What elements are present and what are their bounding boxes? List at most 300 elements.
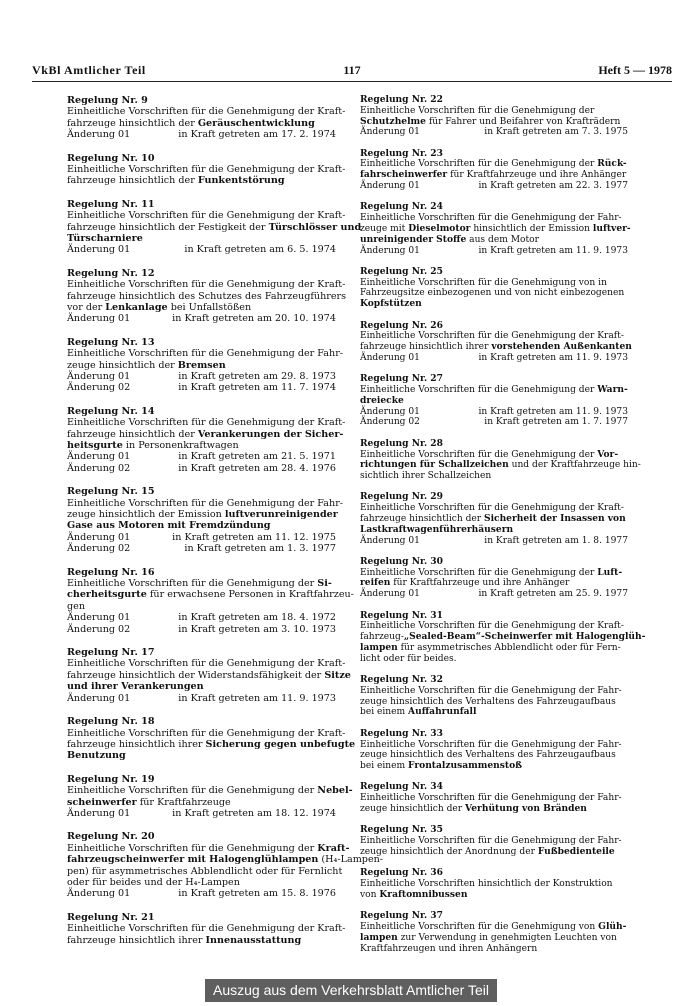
emphasized-term: lampen <box>360 931 398 943</box>
text-segment: für Kraftfahrzeuge <box>136 796 231 808</box>
description-line <box>67 279 346 291</box>
text-segment: fahrzeug- <box>360 632 404 643</box>
regulation-entry <box>67 716 356 762</box>
text-segment: Einheitliche Vorschriften für die Genehmigung der <box>67 578 318 590</box>
description-line <box>360 631 646 643</box>
emphasized-term: Schutzhelme <box>360 115 426 127</box>
regulation-description <box>67 348 344 371</box>
regulation-description <box>67 164 346 187</box>
emphasized-term: Innenausstattung <box>205 934 302 946</box>
description-line <box>67 797 336 808</box>
text-segment: Einheitliche Vorschriften für die Genehmigung der <box>360 105 595 116</box>
description-line <box>67 106 346 118</box>
regulation-entry <box>360 201 631 256</box>
text-segment: Einheitliche Vorschriften für die Genehmigung der Kraft- <box>67 279 346 291</box>
text-segment: Einheitliche Vorschriften für die Genehmigung der <box>67 842 318 854</box>
description-line <box>67 210 346 222</box>
amendment-label: Änderung 01 <box>67 692 131 704</box>
text-segment: Einheitliche Vorschriften für die Genehmigung der Kraft- <box>67 658 346 670</box>
regulation-title: Regelung Nr. 33 <box>360 727 443 739</box>
amendment-row <box>67 371 336 382</box>
amendment-row <box>67 244 336 255</box>
text-segment: pen) für asymmetrisches Abblendlicht oder für Fernlicht <box>67 865 343 877</box>
regulation-title: Regelung Nr. 23 <box>360 147 443 159</box>
amendment-row <box>67 463 336 474</box>
emphasized-term: Bremsen <box>177 359 226 371</box>
amendment-date: in Kraft getreten am 25. 9. 1977 <box>478 589 628 600</box>
description-line <box>360 278 628 289</box>
emphasized-term: und ihrer Verankerungen <box>67 681 204 693</box>
amendment-label: Änderung 01 <box>67 807 131 819</box>
text-segment: Einheitliche Vorschriften für die Genehmigung der Fahr- <box>360 213 622 224</box>
regulation-entry <box>67 198 362 256</box>
text-segment: oder für beides und der H₄-Lampen <box>67 876 240 888</box>
emphasized-term: Auffahrunfall <box>408 706 477 718</box>
text-segment: Einheitliche Vorschriften für die Genehmigung von in <box>360 277 607 288</box>
text-segment: zeuge mit <box>360 223 409 234</box>
page-number: 117 <box>343 63 361 77</box>
emphasized-term: luftverunreinigender <box>224 509 338 521</box>
text-segment: Einheitliche Vorschriften für die Genehmigung der Kraft- <box>67 727 346 739</box>
regulation-title: Regelung Nr. 13 <box>67 336 155 348</box>
description-line <box>360 643 628 654</box>
text-segment: Einheitliche Vorschriften für die Genehmigung der Kraft- <box>67 106 346 118</box>
description-line <box>360 235 628 246</box>
emphasized-term: Verankerungen der Sicher- <box>197 428 344 440</box>
description-line <box>67 417 346 429</box>
description-line <box>360 578 628 589</box>
amendment-date: in Kraft getreten am 7. 3. 1975 <box>484 127 628 138</box>
regulation-description <box>67 785 353 808</box>
emphasized-term: fahrzeugscheinwerfer mit Halogenglühlampen <box>67 854 319 866</box>
description-line <box>67 302 336 313</box>
text-segment: zeuge hinsichtlich der <box>67 359 178 371</box>
regulation-entry <box>67 486 344 555</box>
regulation-description <box>67 210 362 245</box>
text-segment: aus dem Motor <box>466 234 539 245</box>
text-segment: fahrzeuge hinsichtlich der <box>67 428 198 440</box>
regulation-title: Regelung Nr. 36 <box>360 867 443 879</box>
description-line <box>67 785 353 797</box>
header-divider <box>32 81 672 82</box>
regulation-entry <box>67 95 346 141</box>
amendment-row <box>67 693 336 704</box>
description-line <box>67 428 344 440</box>
description-line <box>67 360 336 371</box>
regulation-description <box>360 922 628 954</box>
regulation-description <box>360 159 628 181</box>
regulation-entry <box>360 911 628 954</box>
regulation-title: Regelung Nr. 26 <box>360 319 443 331</box>
amendment-row <box>360 589 628 600</box>
text-segment: bei Unfallstößen <box>167 302 252 314</box>
regulation-title: Regelung Nr. 15 <box>67 486 155 498</box>
regulation-title: Regelung Nr. 20 <box>67 831 155 843</box>
description-line <box>67 175 336 186</box>
text-segment: Einheitliche Vorschriften für die Genehmigung der Fahr- <box>360 836 622 847</box>
text-segment: fahrzeuge hinsichtlich ihrer <box>360 342 492 353</box>
emphasized-term: Gase aus Motoren mit Fremdzündung <box>67 520 271 532</box>
text-segment: vor der <box>67 302 106 314</box>
text-segment: sichtlich ihrer Schallzeichen <box>360 471 492 482</box>
text-segment: Einheitliche Vorschriften für die Genehmigung der Kraft- <box>360 331 624 342</box>
regulation-entry <box>360 675 628 718</box>
amendment-label: Änderung 01 <box>67 531 131 543</box>
regulation-title: Regelung Nr. 18 <box>67 716 155 728</box>
issue-label: Heft 5 — 1978 <box>598 63 672 77</box>
amendment-label: Änderung 01 <box>360 181 420 192</box>
text-segment: fahrzeuge hinsichtlich der Widerstandsfähigkeit der <box>67 669 325 681</box>
regulation-description <box>67 923 346 946</box>
text-segment: Einheitliche Vorschriften für die Genehmigung von <box>360 921 599 932</box>
text-segment: bei einem <box>360 761 409 772</box>
description-line <box>360 213 628 224</box>
text-segment: zeuge hinsichtlich des Verhaltens des Fahrzeugaufbaus <box>360 696 616 707</box>
text-segment: Einheitliche Vorschriften für die Genehmigung der Kraft- <box>67 417 346 429</box>
regulation-description <box>360 879 628 901</box>
regulation-entry <box>67 911 346 946</box>
text-segment: zeuge hinsichtlich des Verhaltens des Fahrzeugaufbaus <box>360 750 616 761</box>
amendment-row <box>360 417 628 428</box>
text-segment: Einheitliche Vorschriften für die Genehmigung der Kraft- <box>360 621 624 632</box>
description-line <box>67 681 336 692</box>
amendment-row <box>67 382 336 393</box>
description-line <box>360 170 628 181</box>
text-segment: licht oder für beides. <box>360 653 457 664</box>
regulation-title: Regelung Nr. 34 <box>360 781 443 793</box>
text-segment: gen <box>67 600 85 612</box>
text-segment: Einheitliche Vorschriften für die Genehmigung der Kraft- <box>67 210 346 222</box>
text-segment: für asymmetrisches Abblendlicht oder für Fern- <box>397 642 621 653</box>
amendment-label: Änderung 01 <box>360 245 420 256</box>
emphasized-term: Sicherheit der Insassen von <box>484 513 626 524</box>
emphasized-term: Si- <box>317 578 332 590</box>
regulation-description <box>360 503 628 535</box>
description-line <box>67 738 356 750</box>
text-segment: fahrzeuge hinsichtlich der Festigkeit der <box>67 221 269 233</box>
description-line <box>67 669 351 681</box>
description-line <box>67 935 336 946</box>
text-segment: Einheitliche Vorschriften für die Genehmigung der Kraft- <box>360 503 624 514</box>
amendment-date: in Kraft getreten am 22. 3. 1977 <box>478 181 628 192</box>
description-line <box>360 933 628 944</box>
emphasized-term: Kopfstützen <box>360 298 422 310</box>
emphasized-term: Benutzung <box>67 750 126 762</box>
regulation-title: Regelung Nr. 30 <box>360 555 443 567</box>
emphasized-term: vorstehenden Außenkanten <box>491 341 632 353</box>
description-line <box>360 686 628 697</box>
amendment-date: in Kraft getreten am 15. 8. 1976 <box>178 888 336 900</box>
description-line <box>360 525 628 536</box>
description-line <box>67 589 354 601</box>
regulation-entry <box>360 437 641 482</box>
text-segment: zeuge hinsichtlich der Anordnung der <box>360 846 538 857</box>
amendment-label: Änderung 01 <box>360 406 420 417</box>
amendment-label: Änderung 02 <box>67 462 131 474</box>
text-segment: Einheitliche Vorschriften für die Genehmigung der Fahr- <box>67 348 344 360</box>
text-segment: Einheitliche Vorschriften für die Genehmigung der <box>360 567 598 578</box>
regulation-description <box>360 448 641 482</box>
description-line <box>67 578 336 589</box>
text-segment: Einheitliche Vorschriften für die Genehmigung der Fahr- <box>360 793 622 804</box>
regulation-description <box>67 417 346 452</box>
amendment-row <box>67 129 336 140</box>
text-segment: Fahrzeugsitze einbezogenen und von nicht einbezogenen <box>360 288 625 299</box>
amendment-date: in Kraft getreten am 18. 12. 1974 <box>172 807 336 819</box>
text-segment: Einheitliche Vorschriften für die Genehmigung der Kraft- <box>67 923 346 935</box>
amendment-label: Änderung 01 <box>67 888 131 900</box>
regulation-title: Regelung Nr. 10 <box>67 152 155 164</box>
text-segment: Einheitliche Vorschriften für die Genehmigung der <box>360 449 598 460</box>
description-line <box>360 944 628 955</box>
amendment-row <box>67 313 336 324</box>
amendment-row <box>67 888 336 899</box>
description-line <box>360 922 628 933</box>
description-line <box>360 396 628 407</box>
description-line <box>67 750 336 761</box>
emphasized-term: Lastkraftwagenführerhäusern <box>360 523 514 535</box>
emphasized-term: Fußbedienteile <box>537 845 615 857</box>
amendment-row <box>360 407 628 418</box>
emphasized-term: Rück- <box>597 158 627 170</box>
regulation-title: Regelung Nr. 37 <box>360 910 443 922</box>
emphasized-term: Sitze <box>324 669 351 681</box>
text-segment: Einheitliche Vorschriften für die Genehmigung der Fahr- <box>360 685 622 696</box>
amendment-label: Änderung 01 <box>67 313 131 325</box>
regulation-entry <box>360 729 628 772</box>
regulation-entry <box>360 319 632 364</box>
emphasized-term: Luft- <box>597 566 623 578</box>
regulation-entry <box>360 95 628 138</box>
emphasized-term: Dieselmotor <box>408 222 471 234</box>
emphasized-term: cherheitsgurte <box>67 589 147 601</box>
text-segment: fahrzeuge hinsichtlich der <box>67 175 198 187</box>
amendment-date: in Kraft getreten am 11. 7. 1974 <box>178 382 336 394</box>
regulation-description <box>67 279 347 314</box>
emphasized-term: Geräuschentwicklung <box>197 117 315 129</box>
regulation-description <box>67 842 384 889</box>
emphasized-term: Verhütung von Bränden <box>465 803 587 815</box>
text-segment: zeuge hinsichtlich der <box>360 804 466 815</box>
regulation-description <box>360 686 628 718</box>
amendment-date: in Kraft getreten am 11. 9. 1973 <box>478 406 628 417</box>
regulation-title: Regelung Nr. 19 <box>67 773 155 785</box>
regulation-title: Regelung Nr. 25 <box>360 265 443 277</box>
description-line <box>67 842 350 854</box>
emphasized-term: Frontalzusammenstoß <box>408 760 523 772</box>
description-line <box>360 707 628 718</box>
emphasized-term: Kraft- <box>317 842 350 854</box>
text-segment: hinsichtlich der Emission <box>470 223 593 234</box>
description-line <box>67 440 336 451</box>
description-line <box>360 568 628 579</box>
text-segment: in Personenkraftwagen <box>122 440 239 452</box>
emphasized-term: Sicherung gegen unbefugte <box>205 738 356 750</box>
regulation-description <box>360 331 632 353</box>
text-segment: zeuge hinsichtlich der Emission <box>67 509 225 521</box>
regulation-title: Regelung Nr. 9 <box>67 95 148 106</box>
amendment-date: in Kraft getreten am 11. 9. 1973 <box>478 245 628 256</box>
text-segment: fahrzeuge hinsichtlich ihrer <box>67 934 206 946</box>
regulation-title: Regelung Nr. 31 <box>360 609 443 621</box>
regulation-description <box>360 106 628 128</box>
description-line <box>67 164 346 176</box>
amendment-date: in Kraft getreten am 21. 5. 1971 <box>178 451 336 463</box>
amendment-date: in Kraft getreten am 6. 5. 1974 <box>184 244 336 256</box>
regulation-title: Regelung Nr. 14 <box>67 405 155 417</box>
description-line <box>360 761 628 772</box>
emphasized-term: Glüh- <box>598 920 627 932</box>
amendment-label: Änderung 01 <box>67 244 131 256</box>
text-segment: für Kraftfahrzeuge und ihre Anhänger <box>390 578 570 589</box>
regulation-description <box>67 578 354 612</box>
amendment-date: in Kraft getreten am 28. 4. 1976 <box>178 462 336 474</box>
amendment-label: Änderung 02 <box>67 543 131 555</box>
amendment-label: Änderung 01 <box>67 612 131 624</box>
emphasized-term: „Sealed-Beam“-Scheinwerfer mit Halogenglüh- <box>403 631 646 643</box>
emphasized-term: Vor- <box>597 448 619 460</box>
regulation-title: Regelung Nr. 17 <box>67 647 155 659</box>
description-line <box>67 601 336 612</box>
regulation-description <box>360 621 646 664</box>
description-line <box>67 509 336 520</box>
description-line <box>67 221 362 233</box>
description-line <box>67 727 346 739</box>
regulation-title: Regelung Nr. 22 <box>360 94 443 105</box>
regulation-title: Regelung Nr. 12 <box>67 267 155 279</box>
amendment-date: in Kraft getreten am 11. 9. 1973 <box>178 692 336 704</box>
description-line <box>67 118 336 129</box>
amendment-label: Änderung 01 <box>360 127 420 138</box>
emphasized-term: luftver- <box>592 222 631 234</box>
text-segment: Einheitliche Vorschriften für die Genehmigung der Fahr- <box>67 497 344 509</box>
regulation-entry <box>360 374 628 428</box>
amendment-row <box>67 612 336 623</box>
description-line <box>360 804 628 815</box>
emphasized-term: Nebel- <box>317 785 353 797</box>
amendment-label: Änderung 01 <box>360 535 420 546</box>
text-segment: Kraftfahrzeugen und ihren Anhängern <box>360 943 538 954</box>
amendment-label: Änderung 02 <box>360 417 420 428</box>
amendment-row <box>360 536 628 547</box>
description-line <box>67 233 336 244</box>
amendment-row <box>360 127 628 138</box>
amendment-label: Änderung 01 <box>67 129 131 141</box>
regulation-entry <box>360 267 628 310</box>
description-line <box>67 497 344 509</box>
regulation-entry <box>360 557 628 600</box>
amendment-row <box>360 246 628 257</box>
amendment-row <box>67 808 336 819</box>
description-line <box>67 520 336 531</box>
emphasized-term: Warn- <box>597 384 628 396</box>
text-segment: zur Verwendung in genehmigten Leuchten von <box>397 932 617 943</box>
amendment-row <box>360 181 628 192</box>
footer-banner: Auszug aus dem Verkehrsblatt Amtlicher Teil <box>205 979 497 1002</box>
text-segment: Einheitliche Vorschriften für die Genehmigung der Kraft- <box>67 164 346 176</box>
journal-title: VkBl Amtlicher Teil <box>32 63 146 77</box>
regulation-description <box>360 568 628 590</box>
text-segment: fahrzeuge hinsichtlich der <box>67 117 198 129</box>
regulation-title: Regelung Nr. 16 <box>67 566 155 578</box>
regulation-entry <box>360 492 628 546</box>
regulation-description <box>67 658 351 693</box>
regulation-entry <box>67 336 344 394</box>
amendment-label: Änderung 01 <box>360 589 420 600</box>
emphasized-term: richtungen für Schallzeichen <box>360 459 509 471</box>
regulation-description <box>360 793 628 815</box>
amendment-date: in Kraft getreten am 3. 10. 1973 <box>178 623 336 635</box>
description-line <box>360 341 632 353</box>
regulation-entry <box>67 566 354 635</box>
description-line <box>360 117 628 128</box>
description-line <box>360 654 628 665</box>
description-line <box>67 854 384 866</box>
text-segment: Einheitliche Vorschriften für die Genehmigung der <box>67 785 318 797</box>
regulation-entry <box>360 825 628 857</box>
amendment-label: Änderung 01 <box>67 371 131 383</box>
text-segment: für Fahrer und Beifahrer von Krafträdern <box>425 116 621 127</box>
description-line <box>67 658 346 670</box>
amendment-row <box>360 353 628 364</box>
text-segment: (H₄-Lampen- <box>318 854 384 866</box>
amendment-row <box>67 451 336 462</box>
text-segment: für erwachsene Personen in Kraftfahrzeu- <box>146 589 354 601</box>
amendment-date: in Kraft getreten am 17. 2. 1974 <box>178 129 336 141</box>
regulation-entry <box>67 405 346 474</box>
description-line <box>67 348 344 360</box>
text-segment: Einheitliche Vorschriften hinsichtlich der Konstruktion <box>360 879 613 890</box>
text-segment: und der Kraftfahrzeuge hin- <box>508 460 641 471</box>
description-line <box>67 923 346 935</box>
amendment-row <box>67 624 336 635</box>
emphasized-term: Funkentstörung <box>197 175 285 187</box>
amendment-row <box>67 532 336 543</box>
emphasized-term: lampen <box>360 641 398 653</box>
emphasized-term: unreinigender Stoffe <box>360 233 467 245</box>
emphasized-term: Lenkanlage <box>105 302 168 314</box>
emphasized-term: Kraftomnibussen <box>379 888 468 900</box>
regulation-title: Regelung Nr. 32 <box>360 674 443 686</box>
emphasized-term: heitsgurte <box>67 440 123 452</box>
regulation-entry <box>67 773 353 820</box>
text-segment: fahrzeuge hinsichtlich ihrer <box>67 738 206 750</box>
amendment-date: in Kraft getreten am 1. 3. 1977 <box>184 543 336 555</box>
regulation-description <box>360 213 631 245</box>
regulation-entry <box>360 149 628 192</box>
description-line <box>67 877 336 888</box>
right-column <box>360 94 646 965</box>
amendment-label: Änderung 02 <box>67 623 131 635</box>
regulation-description <box>360 278 628 310</box>
regulation-entry <box>360 609 646 665</box>
regulation-entry <box>67 267 347 325</box>
regulation-title: Regelung Nr. 21 <box>67 911 155 923</box>
text-segment: Einheitliche Vorschriften für die Genehmigung der <box>360 159 598 170</box>
description-line <box>67 865 343 877</box>
description-line <box>360 459 641 471</box>
amendment-label: Änderung 01 <box>67 451 131 463</box>
amendment-label: Änderung 01 <box>360 352 420 363</box>
text-segment: bei einem <box>360 707 409 718</box>
emphasized-term: scheinwerfer <box>67 796 137 808</box>
text-segment: Einheitliche Vorschriften für die Genehmigung der <box>360 385 598 396</box>
amendment-date: in Kraft getreten am 18. 4. 1972 <box>178 612 336 624</box>
amendment-date: in Kraft getreten am 11. 9. 1973 <box>478 352 628 363</box>
amendment-label: Änderung 02 <box>67 382 131 394</box>
regulation-description <box>67 106 346 129</box>
emphasized-term: fahrscheinwerfer <box>360 169 448 181</box>
